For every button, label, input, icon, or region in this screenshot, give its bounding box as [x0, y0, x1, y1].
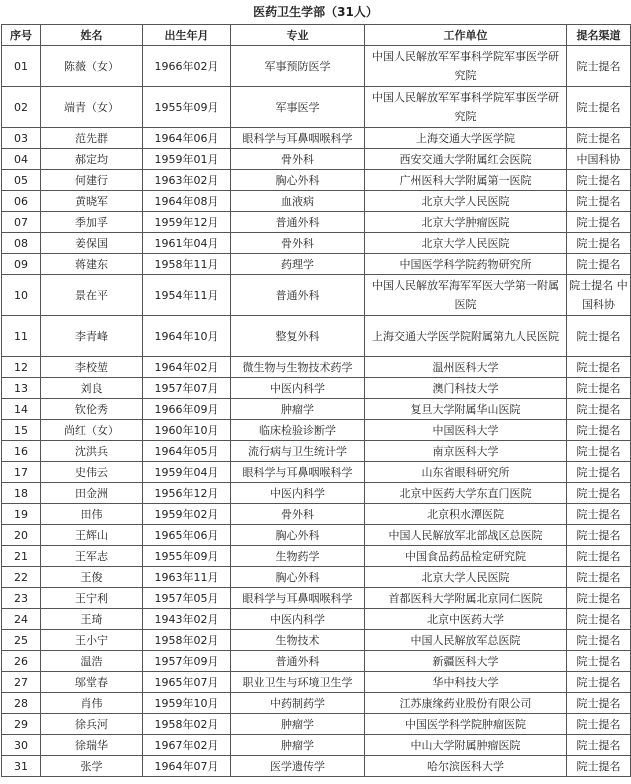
cell-workplace: 中国人民解放军军事科学院军事医学研究院	[365, 87, 567, 128]
cell-birth: 1956年12月	[143, 483, 231, 504]
cell-workplace: 哈尔滨医科大学	[365, 756, 567, 777]
cell-birth: 1964年02月	[143, 357, 231, 378]
table-row	[2, 87, 631, 128]
cell-workplace: 北京积水潭医院	[365, 504, 567, 525]
cell-index: 23	[2, 588, 41, 609]
cell-index: 27	[2, 672, 41, 693]
cell-workplace: 复旦大学附属华山医院	[365, 399, 567, 420]
cell-birth: 1964年05月	[143, 441, 231, 462]
cell-major: 眼科学与耳鼻咽喉科学	[231, 462, 365, 483]
cell-name: 李校堃	[41, 357, 143, 378]
cell-birth: 1954年11月	[143, 275, 231, 316]
cell-workplace: 北京大学人民医院	[365, 191, 567, 212]
table-row	[2, 609, 631, 630]
cell-name: 郝定均	[41, 149, 143, 170]
cell-channel: 院士提名	[567, 630, 631, 651]
header-workplace: 工作单位	[365, 25, 567, 46]
cell-birth: 1955年09月	[143, 546, 231, 567]
table-row	[2, 756, 631, 777]
cell-major: 肿瘤学	[231, 714, 365, 735]
cell-workplace: 北京中医药大学东直门医院	[365, 483, 567, 504]
cell-birth: 1965年07月	[143, 672, 231, 693]
cell-major: 微生物与生物技术药学	[231, 357, 365, 378]
cell-birth: 1959年01月	[143, 149, 231, 170]
cell-workplace: 中国医学科学院肿瘤医院	[365, 714, 567, 735]
cell-birth: 1959年12月	[143, 212, 231, 233]
cell-channel: 院士提名	[567, 46, 631, 87]
cell-workplace: 北京大学肿瘤医院	[365, 212, 567, 233]
header-index: 序号	[2, 25, 41, 46]
table-row	[2, 378, 631, 399]
cell-birth: 1960年10月	[143, 420, 231, 441]
table-row	[2, 672, 631, 693]
cell-major: 中医内科学	[231, 483, 365, 504]
cell-major: 中医内科学	[231, 378, 365, 399]
table-row	[2, 462, 631, 483]
table-row	[2, 357, 631, 378]
header-major: 专业	[231, 25, 365, 46]
cell-name: 季加孚	[41, 212, 143, 233]
cell-index: 02	[2, 87, 41, 128]
cell-index: 20	[2, 525, 41, 546]
table-row	[2, 504, 631, 525]
cell-name: 钦伦秀	[41, 399, 143, 420]
cell-workplace: 首都医科大学附属北京同仁医院	[365, 588, 567, 609]
cell-workplace: 上海交通大学医学院附属第九人民医院	[365, 316, 567, 357]
table-row	[2, 483, 631, 504]
cell-index: 21	[2, 546, 41, 567]
cell-workplace: 中国人民解放军海军军医大学第一附属医院	[365, 275, 567, 316]
cell-birth: 1959年10月	[143, 693, 231, 714]
table-row	[2, 588, 631, 609]
cell-major: 普通外科	[231, 275, 365, 316]
cell-major: 肿瘤学	[231, 399, 365, 420]
table-row	[2, 735, 631, 756]
cell-major: 胸心外科	[231, 567, 365, 588]
cell-name: 陈薇（女）	[41, 46, 143, 87]
table-row	[2, 149, 631, 170]
cell-name: 温浩	[41, 651, 143, 672]
cell-birth: 1964年07月	[143, 756, 231, 777]
cell-index: 18	[2, 483, 41, 504]
cell-birth: 1959年04月	[143, 462, 231, 483]
table-body	[2, 46, 631, 777]
cell-index: 01	[2, 46, 41, 87]
table-row	[2, 630, 631, 651]
cell-name: 田伟	[41, 504, 143, 525]
cell-workplace: 温州医科大学	[365, 357, 567, 378]
cell-major: 胸心外科	[231, 170, 365, 191]
table-row	[2, 714, 631, 735]
cell-index: 11	[2, 316, 41, 357]
cell-birth: 1966年09月	[143, 399, 231, 420]
cell-index: 04	[2, 149, 41, 170]
cell-index: 22	[2, 567, 41, 588]
table-row	[2, 170, 631, 191]
cell-major: 普通外科	[231, 212, 365, 233]
cell-major: 血液病	[231, 191, 365, 212]
cell-workplace: 中国食品药品检定研究院	[365, 546, 567, 567]
cell-channel: 院士提名	[567, 609, 631, 630]
cell-name: 王琦	[41, 609, 143, 630]
cell-workplace: 北京大学人民医院	[365, 567, 567, 588]
cell-workplace: 北京大学人民医院	[365, 233, 567, 254]
cell-channel: 院士提名	[567, 378, 631, 399]
table-row	[2, 441, 631, 462]
cell-major: 职业卫生与环境卫生学	[231, 672, 365, 693]
cell-index: 03	[2, 128, 41, 149]
cell-major: 肿瘤学	[231, 735, 365, 756]
cell-workplace: 中国人民解放军总医院	[365, 630, 567, 651]
cell-workplace: 澳门科技大学	[365, 378, 567, 399]
cell-channel: 院士提名	[567, 483, 631, 504]
cell-name: 徐兵河	[41, 714, 143, 735]
cell-index: 30	[2, 735, 41, 756]
cell-name: 何建行	[41, 170, 143, 191]
cell-index: 07	[2, 212, 41, 233]
cell-name: 沈洪兵	[41, 441, 143, 462]
cell-index: 09	[2, 254, 41, 275]
cell-channel: 院士提名	[567, 693, 631, 714]
cell-major: 生物技术	[231, 630, 365, 651]
table-row	[2, 651, 631, 672]
cell-index: 10	[2, 275, 41, 316]
cell-index: 19	[2, 504, 41, 525]
cell-index: 16	[2, 441, 41, 462]
cell-birth: 1963年11月	[143, 567, 231, 588]
cell-birth: 1964年10月	[143, 316, 231, 357]
cell-workplace: 中国医科大学	[365, 420, 567, 441]
cell-major: 军事预防医学	[231, 46, 365, 87]
cell-major: 医学遗传学	[231, 756, 365, 777]
cell-channel: 院士提名	[567, 128, 631, 149]
cell-name: 端青（女）	[41, 87, 143, 128]
cell-channel: 院士提名	[567, 170, 631, 191]
cell-index: 06	[2, 191, 41, 212]
cell-channel: 院士提名 中国科协	[567, 275, 631, 316]
table-row	[2, 275, 631, 316]
cell-major: 骨外科	[231, 149, 365, 170]
cell-channel: 院士提名	[567, 441, 631, 462]
cell-major: 中医内科学	[231, 609, 365, 630]
cell-workplace: 上海交通大学医学院	[365, 128, 567, 149]
cell-workplace: 中国人民解放军北部战区总医院	[365, 525, 567, 546]
cell-birth: 1943年02月	[143, 609, 231, 630]
header-name: 姓名	[41, 25, 143, 46]
table-row	[2, 254, 631, 275]
page-title: 医药卫生学部（31人）	[253, 5, 378, 19]
table-row	[2, 46, 631, 87]
cell-major: 整复外科	[231, 316, 365, 357]
member-table	[1, 24, 631, 777]
table-row	[2, 693, 631, 714]
cell-name: 王俊	[41, 567, 143, 588]
cell-channel: 院士提名	[567, 756, 631, 777]
cell-index: 31	[2, 756, 41, 777]
cell-index: 17	[2, 462, 41, 483]
cell-birth: 1959年02月	[143, 504, 231, 525]
table-row	[2, 233, 631, 254]
cell-workplace: 山东省眼科研究所	[365, 462, 567, 483]
cell-index: 08	[2, 233, 41, 254]
cell-index: 05	[2, 170, 41, 191]
header-birth: 出生年月	[143, 25, 231, 46]
cell-name: 田金洲	[41, 483, 143, 504]
cell-birth: 1958年02月	[143, 630, 231, 651]
cell-channel: 院士提名	[567, 191, 631, 212]
cell-major: 普通外科	[231, 651, 365, 672]
cell-index: 26	[2, 651, 41, 672]
cell-index: 13	[2, 378, 41, 399]
cell-birth: 1955年09月	[143, 87, 231, 128]
cell-channel: 院士提名	[567, 87, 631, 128]
cell-channel: 院士提名	[567, 567, 631, 588]
cell-name: 蒋建东	[41, 254, 143, 275]
cell-name: 王军志	[41, 546, 143, 567]
cell-birth: 1964年06月	[143, 128, 231, 149]
cell-workplace: 广州医科大学附属第一医院	[365, 170, 567, 191]
cell-major: 眼科学与耳鼻咽喉科学	[231, 128, 365, 149]
cell-major: 中药制药学	[231, 693, 365, 714]
table-row	[2, 546, 631, 567]
cell-name: 肖伟	[41, 693, 143, 714]
cell-birth: 1964年08月	[143, 191, 231, 212]
cell-name: 王辉山	[41, 525, 143, 546]
cell-name: 张学	[41, 756, 143, 777]
cell-birth: 1957年07月	[143, 378, 231, 399]
cell-major: 药理学	[231, 254, 365, 275]
cell-major: 胸心外科	[231, 525, 365, 546]
cell-birth: 1966年02月	[143, 46, 231, 87]
cell-channel: 院士提名	[567, 399, 631, 420]
cell-birth: 1957年05月	[143, 588, 231, 609]
cell-name: 尚红（女）	[41, 420, 143, 441]
cell-channel: 院士提名	[567, 357, 631, 378]
cell-name: 王宁利	[41, 588, 143, 609]
cell-channel: 院士提名	[567, 212, 631, 233]
cell-major: 骨外科	[231, 233, 365, 254]
cell-workplace: 华中科技大学	[365, 672, 567, 693]
cell-channel: 院士提名	[567, 588, 631, 609]
cell-channel: 院士提名	[567, 462, 631, 483]
cell-index: 28	[2, 693, 41, 714]
cell-channel: 院士提名	[567, 233, 631, 254]
cell-name: 刘良	[41, 378, 143, 399]
cell-major: 生物药学	[231, 546, 365, 567]
cell-channel: 院士提名	[567, 504, 631, 525]
cell-major: 流行病与卫生统计学	[231, 441, 365, 462]
cell-channel: 院士提名	[567, 420, 631, 441]
cell-name: 姜保国	[41, 233, 143, 254]
cell-birth: 1963年02月	[143, 170, 231, 191]
cell-birth: 1957年09月	[143, 651, 231, 672]
cell-name: 邬堂春	[41, 672, 143, 693]
cell-major: 骨外科	[231, 504, 365, 525]
cell-workplace: 新疆医科大学	[365, 651, 567, 672]
cell-birth: 1965年06月	[143, 525, 231, 546]
table-row	[2, 212, 631, 233]
cell-workplace: 中国医学科学院药物研究所	[365, 254, 567, 275]
cell-name: 景在平	[41, 275, 143, 316]
header-channel: 提名渠道	[567, 25, 631, 46]
cell-workplace: 江苏康缘药业股份有限公司	[365, 693, 567, 714]
cell-name: 范先群	[41, 128, 143, 149]
cell-index: 24	[2, 609, 41, 630]
cell-birth: 1967年02月	[143, 735, 231, 756]
cell-workplace: 中山大学附属肿瘤医院	[365, 735, 567, 756]
cell-channel: 院士提名	[567, 735, 631, 756]
cell-index: 25	[2, 630, 41, 651]
cell-workplace: 西安交通大学附属红会医院	[365, 149, 567, 170]
cell-name: 王小宁	[41, 630, 143, 651]
cell-index: 14	[2, 399, 41, 420]
table-row	[2, 567, 631, 588]
cell-channel: 院士提名	[567, 651, 631, 672]
table-row	[2, 420, 631, 441]
cell-channel: 院士提名	[567, 672, 631, 693]
cell-name: 黄晓军	[41, 191, 143, 212]
cell-channel: 院士提名	[567, 254, 631, 275]
cell-name: 史伟云	[41, 462, 143, 483]
cell-index: 29	[2, 714, 41, 735]
cell-workplace: 北京中医药大学	[365, 609, 567, 630]
table-row	[2, 191, 631, 212]
cell-index: 12	[2, 357, 41, 378]
cell-major: 临床检验诊断学	[231, 420, 365, 441]
cell-birth: 1961年04月	[143, 233, 231, 254]
cell-name: 李青峰	[41, 316, 143, 357]
table-row	[2, 128, 631, 149]
cell-channel: 院士提名	[567, 714, 631, 735]
cell-major: 眼科学与耳鼻咽喉科学	[231, 588, 365, 609]
table-row	[2, 316, 631, 357]
cell-channel: 院士提名	[567, 546, 631, 567]
table-row	[2, 525, 631, 546]
cell-channel: 中国科协	[567, 149, 631, 170]
cell-birth: 1958年02月	[143, 714, 231, 735]
cell-channel: 院士提名	[567, 525, 631, 546]
cell-index: 15	[2, 420, 41, 441]
cell-major: 军事医学	[231, 87, 365, 128]
cell-birth: 1958年11月	[143, 254, 231, 275]
cell-workplace: 南京医科大学	[365, 441, 567, 462]
cell-workplace: 中国人民解放军军事科学院军事医学研究院	[365, 46, 567, 87]
table-row	[2, 399, 631, 420]
table-header-row	[2, 25, 631, 46]
cell-channel: 院士提名	[567, 316, 631, 357]
cell-name: 徐瑞华	[41, 735, 143, 756]
